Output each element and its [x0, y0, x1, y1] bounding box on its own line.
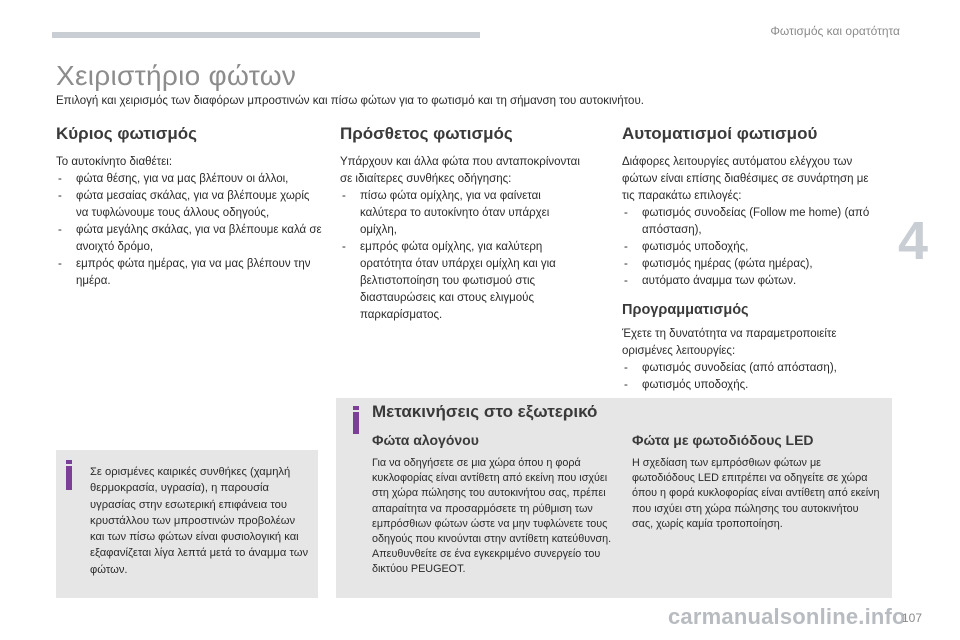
section-heading: Πρόσθετος φωτισμός: [340, 124, 513, 143]
info-icon: [66, 460, 72, 464]
list-item: - εμπρός φώτα ημέρας, για να μας βλέπουν την ημέρα.: [56, 256, 324, 290]
list-item: - εμπρός φώτα ομίχλης, για καλύτερη ορατότητα όταν υπάρχει ομίχλη και για βελτιστοποίηση του φωτισμού στις διασταυρώσεις και στους ελιγμούς παρκαρίσματος.: [340, 239, 580, 324]
list-item: - φωτισμός υποδοχής,: [622, 239, 884, 256]
page-title: Χειριστήριο φώτων: [56, 60, 297, 91]
bullet-list: [56, 171, 324, 290]
section-intro: Διάφορες λειτουργίες αυτόματου ελέγχου των φώτων είναι επίσης διαθέσιμες σε συνάρτηση με τις παρακάτω επιλογές:: [622, 156, 869, 202]
page-subtitle: Επιλογή και χειρισμός των διαφόρων μπροστινών και πίσω φώτων για το φωτισμό και τη σήμανση του αυτοκινήτου.: [56, 95, 644, 107]
section-intro: Το αυτοκίνητο διαθέτει:: [56, 156, 173, 168]
led-text: Η σχεδίαση των εμπρόσθιων φώτων με φωτοδιόδους LED επιτρέπει να οδηγείτε σε χώρα όπου η φορά κυκλοφορίας είναι αντίθετη από εκείνη που ισχύει στη χώρα πώλησης του αυτοκινήτου σας, χωρίς καμία τροποποίηση.: [632, 457, 880, 530]
page-number: 107: [902, 611, 923, 625]
halogen-text-2: Απευθυνθείτε σε ένα εγκεκριμένο συνεργείο του δικτύου PEUGEOT.: [372, 548, 601, 576]
header-rule: [52, 32, 480, 38]
list-item: - φώτα μεσαίας σκάλας, για να βλέπουμε χωρίς να τυφλώνουμε τους άλλους οδηγούς,: [56, 188, 324, 222]
list-item: - αυτόματο άναμμα των φώτων.: [622, 273, 884, 290]
bullet-list: [340, 188, 580, 324]
section-heading: Μετακινήσεις στο εξωτερικό: [372, 402, 598, 421]
list-item: - πίσω φώτα ομίχλης, για να φαίνεται καλύτερα το αυτοκίνητο όταν υπάρχει ομίχλη,: [340, 188, 580, 239]
travel-abroad-box: [336, 398, 892, 598]
info-icon: [353, 406, 359, 410]
section-heading: Αυτοματισμοί φωτισμού: [622, 124, 818, 143]
section-intro: Υπάρχουν και άλλα φώτα που ανταποκρίνονται σε ιδιαίτερες συνθήκες οδήγησης:: [340, 156, 580, 185]
section-additional-lighting: [340, 124, 580, 324]
chapter-number: 4: [898, 211, 929, 271]
subsection-heading: Φώτα με φωτοδιόδους LED: [632, 432, 814, 448]
bullet-list: [622, 205, 884, 290]
info-icon-bar: [353, 412, 359, 434]
list-item: - φώτα θέσης, για να μας βλέπουν οι άλλοι,: [56, 171, 324, 188]
list-item: - φωτισμός συνοδείας (Follow me home) (από απόσταση),: [622, 205, 884, 239]
list-item: - φωτισμός ημέρας (φώτα ημέρας),: [622, 256, 884, 273]
running-header: Φωτισμός και ορατότητα: [770, 24, 900, 38]
watermark: carmanualsonline.info: [668, 604, 906, 629]
led-lights-section: [632, 432, 880, 532]
list-item: - φωτισμός συνοδείας (από απόσταση),: [622, 360, 884, 377]
section-heading: Κύριος φωτισμός: [56, 124, 197, 143]
section-automatic-lighting: [622, 124, 884, 394]
info-note-box: [56, 450, 318, 598]
subsection-heading: Προγραμματισμός: [622, 302, 749, 318]
list-item: - φωτισμός υποδοχής.: [622, 377, 884, 394]
section-main-lighting: [56, 124, 324, 290]
bullet-list: [622, 360, 884, 394]
info-note-text: Σε ορισμένες καιρικές συνθήκες (χαμηλή θερμοκρασία, υγρασία), η παρουσία υγρασίας στην εσωτερική επιφάνεια του κρυστάλλου των μπροστινών προβολέων και των πίσω φώτων είναι φυσιολογική και εξαφανίζεται λίγα λεπτά μετά το άναμμα των φώτων.: [90, 466, 309, 576]
subsection-heading: Φώτα αλογόνου: [372, 432, 479, 448]
section-intro: Έχετε τη δυνατότητα να παραμετροποιείτε ορισμένες λειτουργίες:: [622, 328, 837, 357]
halogen-lights-section: [372, 432, 620, 578]
list-item: - φώτα μεγάλης σκάλας, για να βλέπουμε καλά σε ανοιχτό δρόμο,: [56, 222, 324, 256]
halogen-text: Για να οδηγήσετε σε μια χώρα όπου η φορά κυκλοφορίας είναι αντίθετη από εκείνη που ισχύει στη χώρα πώλησης του αυτοκινήτου σας, πρέπει απαραίτητα να προσαρμόσετε τη ρύθμιση των εμπρόσθιων φώτων ώστε να μην τυφλώνετε τους οδηγούς που κινούνται στην αντίθετη κατεύθυνση.: [372, 457, 612, 546]
info-icon-bar: [66, 466, 72, 490]
